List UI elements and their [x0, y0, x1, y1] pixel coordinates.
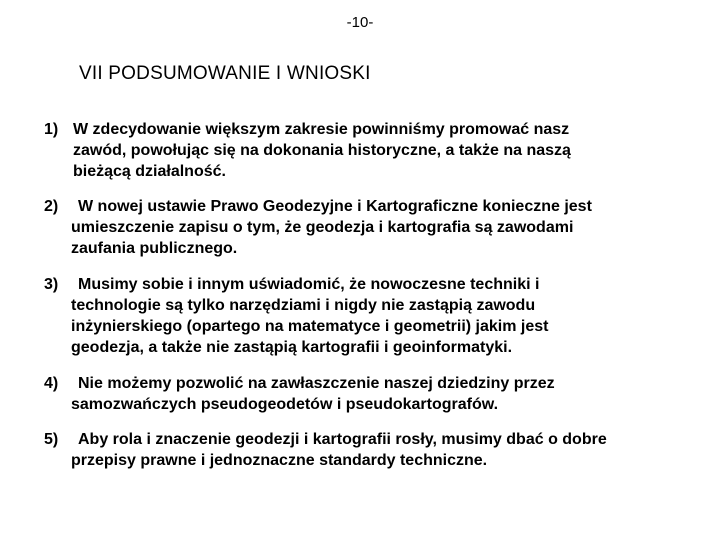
- item-line: zaufania publicznego.: [71, 240, 238, 257]
- item-text: [71, 119, 704, 182]
- item-line: W nowej ustawie Prawo Geodezyjne i Kartograficzne konieczne jest: [78, 198, 592, 215]
- item-line: przepisy prawne i jednoznaczne standardy techniczne.: [71, 452, 488, 469]
- page-number: -10-: [346, 14, 374, 31]
- item-number: 2): [44, 198, 59, 215]
- list-item: [44, 196, 704, 259]
- item-line: inżynierskiego (opartego na matematyce i geometrii) jakim jest: [71, 318, 549, 335]
- item-text: [71, 274, 704, 358]
- item-number: 1): [44, 121, 59, 138]
- item-line: Nie możemy pozwolić na zawłaszczenie naszej dziedziny przez: [78, 375, 555, 392]
- item-line: Aby rola i znaczenie geodezji i kartografii rosły, musimy dbać o dobre: [78, 431, 607, 448]
- item-number: 4): [44, 375, 59, 392]
- item-number: 5): [44, 431, 59, 448]
- list-item: [44, 119, 704, 182]
- list-item: [44, 373, 704, 415]
- item-line: samozwańczych pseudogeodetów i pseudokartografów.: [71, 396, 499, 413]
- section-title: VII PODSUMOWANIE I WNIOSKI: [79, 63, 371, 84]
- item-number: 3): [44, 276, 59, 293]
- list-item: [44, 429, 704, 471]
- item-text: [71, 196, 704, 259]
- item-line: zawód, powołując się na dokonania historyczne, a także na naszą: [73, 142, 571, 159]
- list-item: [44, 274, 704, 358]
- item-line: Musimy sobie i innym uświadomić, że nowoczesne techniki i: [78, 276, 540, 293]
- item-line: bieżącą działalność.: [73, 163, 226, 180]
- item-line: technologie są tylko narzędziami i nigdy nie zastąpią zawodu: [71, 297, 536, 314]
- item-text: [71, 429, 704, 471]
- item-line: umieszczenie zapisu o tym, że geodezja i kartografia są zawodami: [71, 219, 574, 236]
- item-text: [71, 373, 704, 415]
- item-line: W zdecydowanie większym zakresie powinniśmy promować nasz: [73, 121, 570, 138]
- item-line: geodezja, a także nie zastąpią kartografii i geoinformatyki.: [71, 339, 513, 356]
